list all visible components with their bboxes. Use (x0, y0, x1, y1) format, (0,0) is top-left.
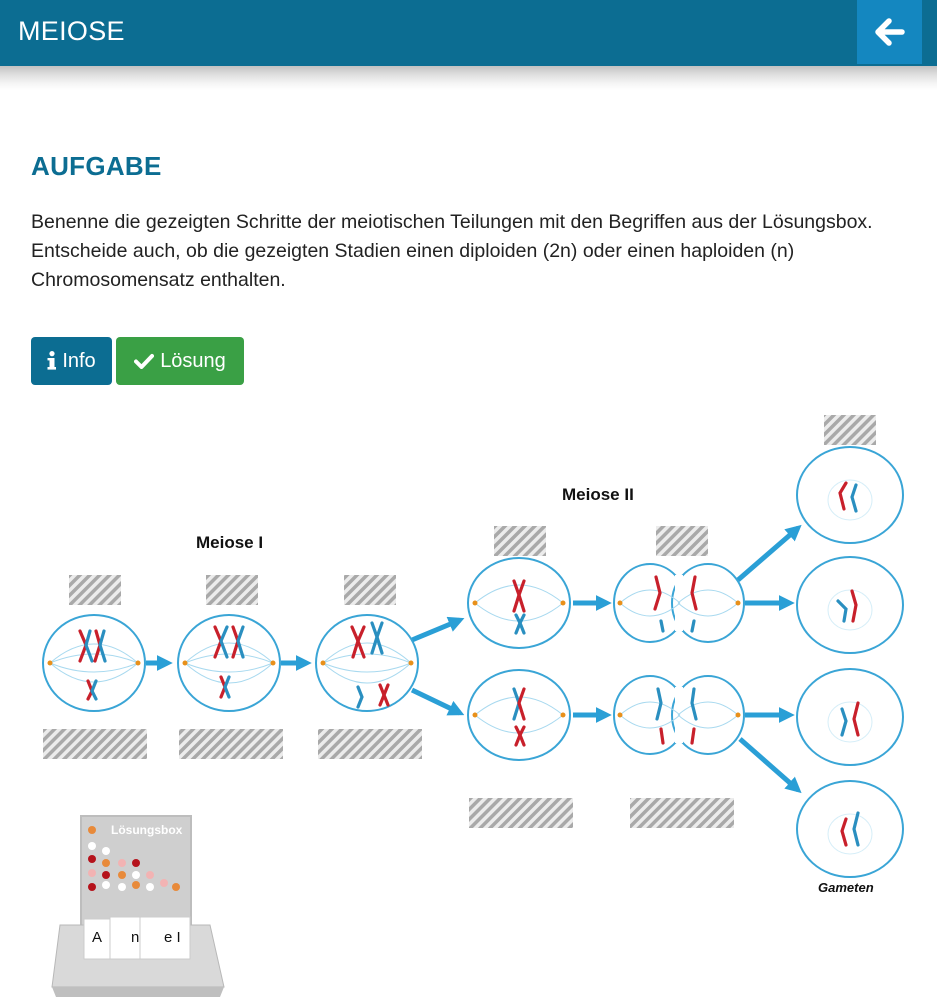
cell-stage-4-upper (468, 558, 570, 648)
gameten-label: Gameten (818, 880, 874, 895)
header-shadow (0, 66, 937, 90)
info-button[interactable] (31, 337, 112, 385)
solution-card-2[interactable]: n (131, 929, 140, 946)
solution-card-3[interactable]: e I (164, 929, 181, 946)
cell-stage-5-lower (614, 676, 744, 754)
task-instruction-1: Benenne die gezeigten Schritte der meiotischen Teilungen mit den Begriffen aus der Lösungsbox. (31, 211, 873, 233)
meiosis-figure (0, 405, 937, 1000)
cell-stage-4-lower (468, 670, 570, 760)
cell-stage-3 (316, 615, 418, 711)
ploidy-field-5 (630, 798, 734, 828)
check-icon (134, 353, 154, 369)
gamete-3 (797, 669, 903, 765)
gamete-2 (797, 557, 903, 653)
stage-field-4 (494, 526, 546, 556)
gamete-1 (797, 447, 903, 543)
task-heading: AUFGABE (31, 151, 162, 181)
stage-field-3 (344, 575, 396, 605)
meiose-1-label: Meiose I (196, 533, 264, 552)
cell-stage-5-upper (614, 564, 744, 642)
app-header (0, 0, 937, 66)
ploidy-field-3 (318, 729, 422, 759)
cell-stage-2 (178, 615, 280, 711)
solution-box-illustration (52, 815, 224, 997)
meiose-2-label: Meiose II (562, 485, 634, 504)
info-icon (47, 351, 56, 371)
solution-card-1[interactable]: A (92, 929, 103, 946)
arrow-left-icon (875, 18, 905, 46)
ploidy-field-2 (179, 729, 283, 759)
stage-field-1 (69, 575, 121, 605)
task-instruction-2: Entscheide auch, ob die gezeigten Stadien einen diploiden (2n) oder einen haploiden (n) Chromosomensatz enthalten. (31, 240, 795, 291)
solution-button-label: Lösung (160, 349, 226, 372)
solution-button[interactable] (116, 337, 244, 385)
task-text (31, 208, 911, 295)
stage-field-5 (656, 526, 708, 556)
cell-stage-1 (43, 615, 145, 711)
solution-box-title: Lösungsbox (111, 823, 183, 837)
info-button-label: Info (62, 349, 96, 372)
gamete-4 (797, 781, 903, 877)
back-button[interactable] (857, 0, 922, 64)
ploidy-field-1 (43, 729, 147, 759)
stage-field-2 (206, 575, 258, 605)
stage-field-6 (824, 415, 876, 445)
ploidy-field-4 (469, 798, 573, 828)
app-title: MEIOSE (18, 16, 125, 46)
